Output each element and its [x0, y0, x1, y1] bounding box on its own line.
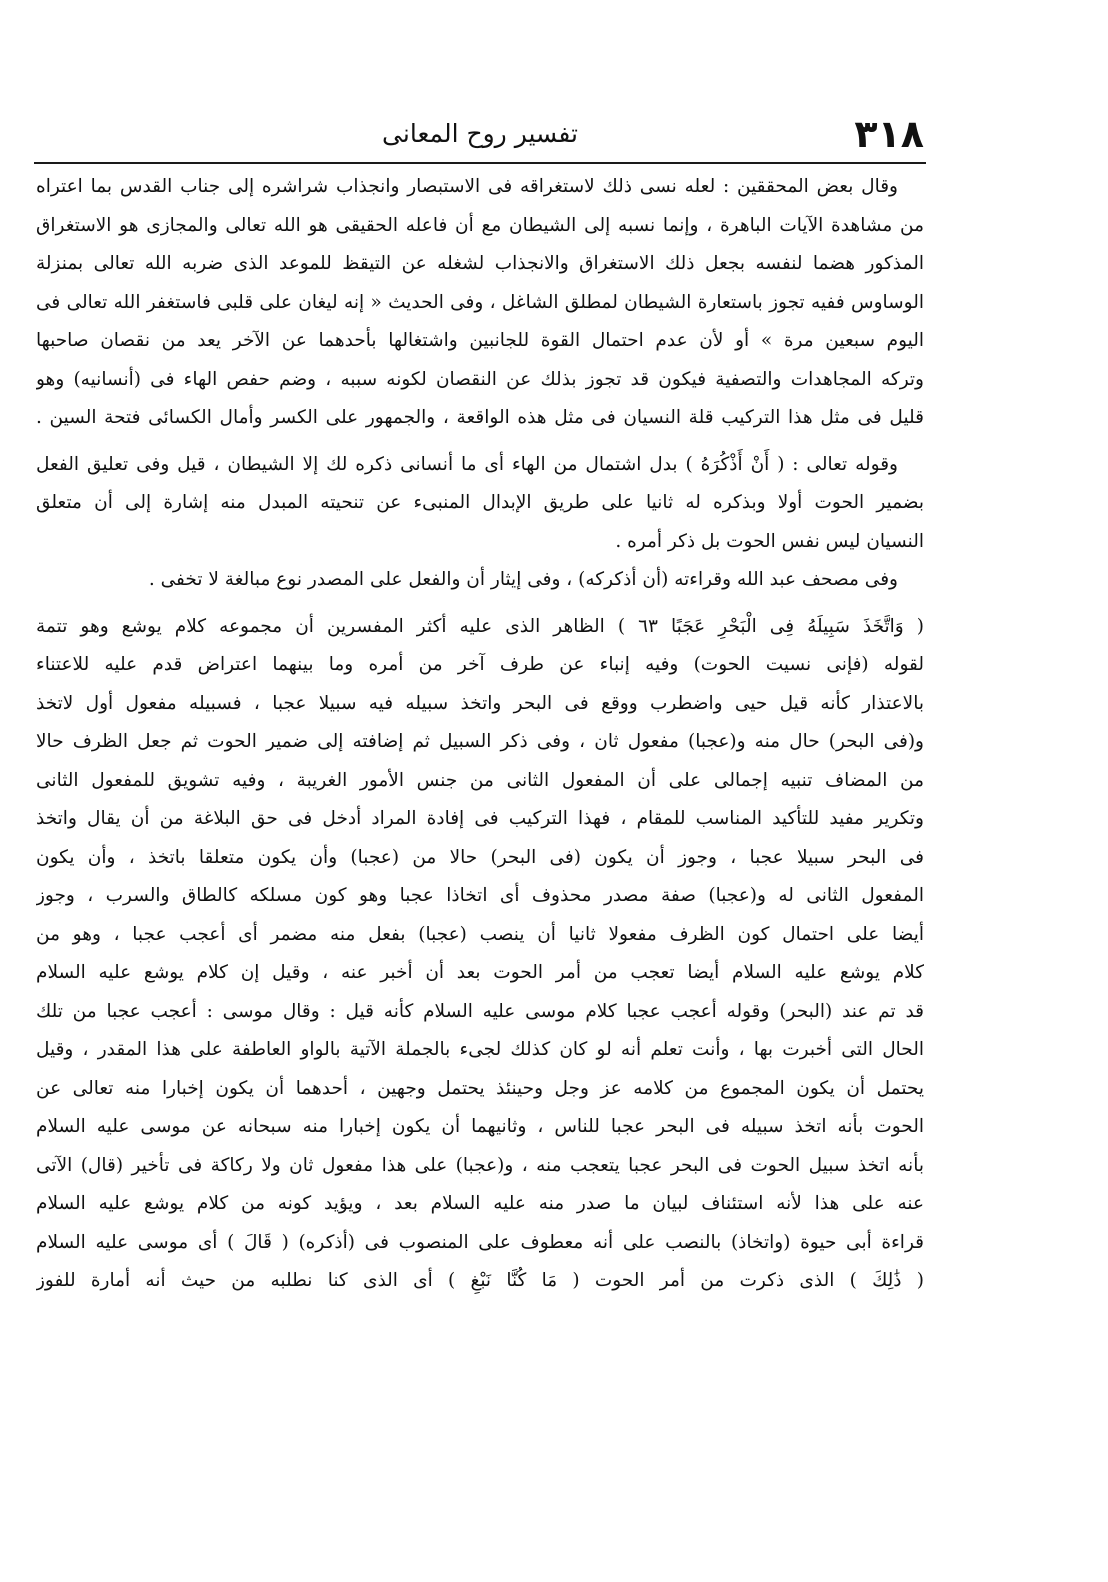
text-line: قليل فى مثل هذا التركيب قلة النسيان فى مثل هذه الواقعة ، والجمهور على الكسر وأمال الكسائى فتحة السين . [36, 407, 924, 428]
text-line: لقوله (فإنى نسيت الحوت) وفيه إنباء عن طرف آخر من أمره وما بينهما اعتراض قدم عليه للاعتناء [36, 654, 924, 675]
text-line: وتركه المجاهدات والتصفية فيكون قد تجوز بذلك عن النقصان لكونه سببه ، وضم حفص الهاء فى (أنسانيه) وهو [36, 368, 924, 390]
text-line: يحتمل أن يكون المجموع من كلامه عز وجل وحينئذ يحتمل وجهين ، أحدهما أن يكون إخبارا منه تعالى عن [36, 1077, 924, 1099]
page-header [36, 112, 924, 156]
page-number: ٣١٨ [854, 112, 924, 156]
text-line: وقوله تعالى : ( أَنْ أَذْكُرَهُ ) بدل اشتمال من الهاء أى ما أنسانى ذكره لك إلا الشيطان ، قيل وفى تعليق الفعل [36, 453, 898, 475]
text-line: من مشاهدة الآيات الباهرة ، وإنما نسبه إلى الشيطان مع أن فاعله الحقيقى هو الله تعالى والمجازى هو الاستغراق [36, 214, 924, 236]
text-line: أيضا على احتمال كون الظرف مفعولا ثانيا أن ينصب (عجبا) بفعل منه مضمر أى أعجب عجبا ، وهو من [36, 923, 924, 945]
text-line: وقال بعض المحققين : لعله نسى ذلك لاستغراقه فى الاستبصار وانجذاب شراشره إلى جناب القدس بما اعتراه [36, 176, 898, 197]
text-line: بالاعتذار كأنه قيل حيى واضطرب ووقع فى البحر واتخذ سبيله فيه سبيلا عجبا ، فسبيله مفعول أول لاتخذ [36, 692, 924, 714]
text-line: كلام يوشع عليه السلام أيضا تعجب من أمر الحوت بعد أن أخبر عنه ، وقيل إن كلام يوشع عليه السلام [36, 962, 924, 983]
body-text [36, 168, 924, 1478]
text-line: بضمير الحوت أولا وبذكره له ثانيا على طريق الإبدال المنبىء عن تنحيته المبدل منه إشارة إلى أن متعلق [36, 492, 924, 513]
text-line: عنه على هذا لأنه استئناف لبيان ما صدر منه عليه السلام بعد ، ويؤيد كونه من كلام يوشع عليه السلام [36, 1193, 924, 1214]
text-line: النسيان ليس نفس الحوت بل ذكر أمره . [615, 530, 924, 552]
text-line: بأنه اتخذ سبيل الحوت فى البحر عجبا يتعجب منه ، و(عجبا) على هذا مفعول ثان ولا ركاكة فى تأخير (قال) الآتى [36, 1154, 924, 1176]
text-line: الحوت بأنه اتخذ سبيله فى البحر عجبا للناس ، وثانيهما أن يكون إخبارا منه سبحانه عن موسى عليه السلام [36, 1116, 924, 1137]
text-line: ( وَاتَّخَذَ سَبِيلَهُ فِى الْبَحْرِ عَجَبًا ٦٣ ) الظاهر الذى عليه أكثر المفسرين أن مجموعه كلام يوشع وهو تتمة [36, 615, 924, 637]
text-line: المذكور هضما لنفسه بجعل ذلك الاستغراق والانجذاب لشغله عن التيقظ للموعد الذى ضربه الله تعالى بمنزلة [36, 253, 924, 274]
text-line: وفى مصحف عبد الله وقراءته (أن أذكركه) ، وفى إيثار أن والفعل على المصدر نوع مبالغة لا تخفى . [148, 569, 898, 590]
text-line: الوساوس ففيه تجوز باستعارة الشيطان لمطلق الشاغل ، وفى الحديث « إنه ليغان على قلبى فاستغفر الله تعالى فى [36, 291, 924, 313]
text-line: الحال التى أخبرت بها ، وأنت تعلم أنه لو كان كذلك لجىء بالجملة الآتية بالواو العاطفة على هذا المقدر ، وقيل [36, 1039, 924, 1060]
text-line: و(فى البحر) حال منه و(عجبا) مفعول ثان ، وفى ذكر السبيل ثم إضافته إلى ضمير الحوت ثم جعل الظرف حالا [36, 731, 924, 752]
text-line: فى البحر سبيلا عجبا ، وجوز أن يكون (فى البحر) حالا من (عجبا) وأن يكون متعلقا باتخذ ، وأن يكون [36, 846, 924, 868]
text-line: ( ذَٰلِكَ ) الذى ذكرت من أمر الحوت ( مَا كُنَّا نَبْغِ ) أى الذى كنا نطلبه من حيث أنه أمارة للفوز [36, 1270, 924, 1291]
text-line: اليوم سبعين مرة » أو لأن عدم احتمال القوة للجانبين واشتغالها بأحدهما عن الآخر يعد من نقصان صاحبها [36, 330, 924, 351]
text-line: من المضاف تنبيه إجمالى على أن المفعول الثانى من جنس الأمور الغريبة ، وفيه تشويق للمفعول الثانى [36, 769, 924, 791]
text-line: وتكرير مفيد للتأكيد المناسب للمقام ، فهذا التركيب فى إفادة المراد أدخل فى حق البلاغة من أن يقال واتخذ [36, 808, 924, 829]
header-rule [34, 162, 926, 164]
text-line: قراءة أبى حيوة (واتخاذ) بالنصب على أنه معطوف على المنصوب فى (أذكره) ( قَالَ ) أى موسى عليه السلام [36, 1231, 924, 1253]
running-title: تفسير روح المعانى [382, 119, 578, 148]
text-line: المفعول الثانى له و(عجبا) صفة مصدر محذوف أى اتخاذا عجبا وهو كون مسلكه كالطاق والسرب ، وجوز [36, 885, 924, 906]
text-line: قد تم عند (البحر) وقوله أعجب عجبا كلام موسى عليه السلام كأنه قيل : وقال موسى : أعجب عجبا من تلك [36, 1000, 924, 1022]
